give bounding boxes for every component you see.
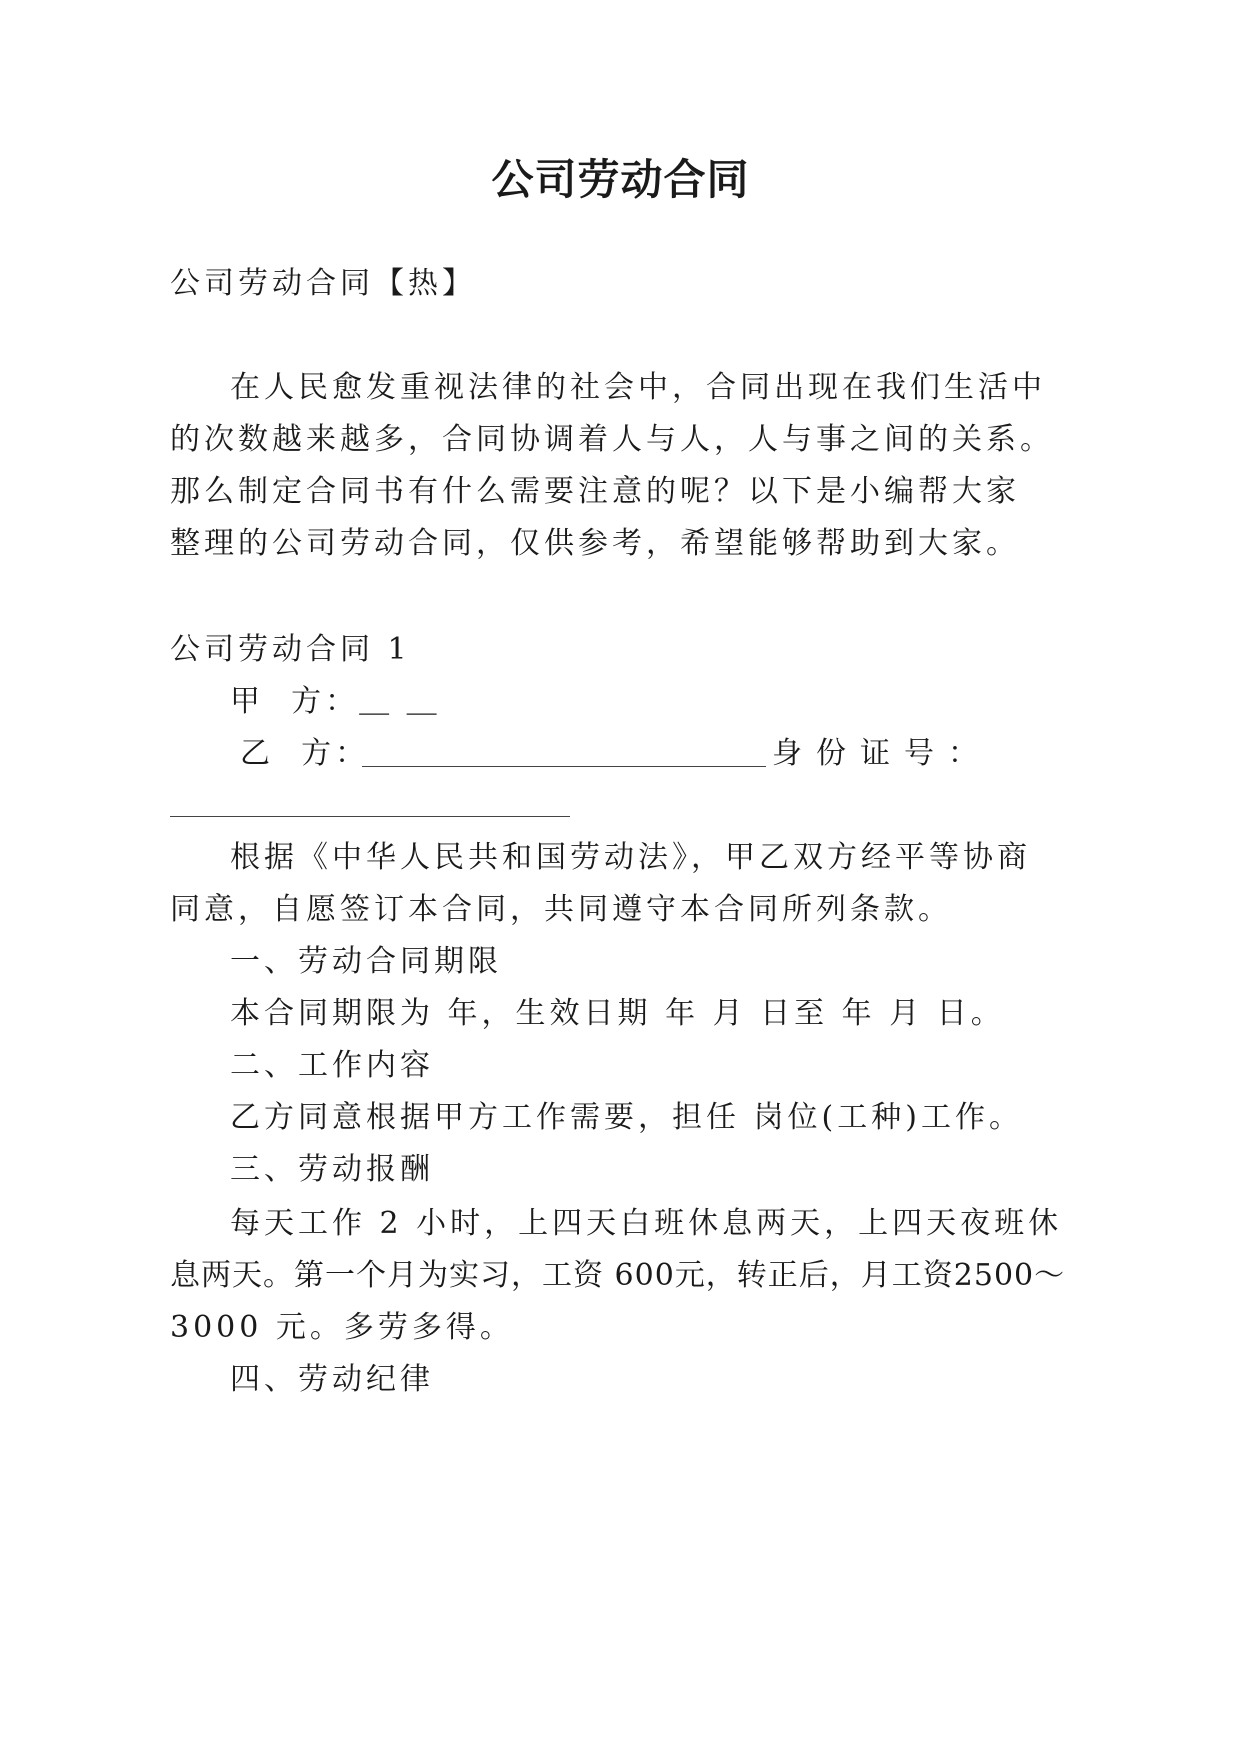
clause-2-heading: 二、工作内容 [230,1048,434,1083]
intro-line-2: 的次数越来越多，合同协调着人与人，人与事之间的关系。 [170,422,1054,457]
clause-3-text-line-1: 每天工作 2 小时，上四天白班休息两天，上四天夜班休 [230,1206,1063,1241]
basis-line-1: 根据《中华人民共和国劳动法》，甲乙双方经平等协商 [230,840,1031,875]
clause-3-text-line-3: 3000 元。多劳多得。 [170,1310,514,1345]
clause-1-text: 本合同期限为 年，生效日期 年 月 日至 年 月 日。 [230,996,1005,1031]
clause-3-text-line-2: 息两天。第一个月为实习，工资 600元，转正后，月工资2500～ [170,1258,1066,1293]
clause-4-heading: 四、劳动纪律 [230,1362,434,1397]
intro-line-4: 整理的公司劳动合同，仅供参考，希望能够帮助到大家。 [170,526,1020,561]
clause-1-heading: 一、劳动合同期限 [230,944,502,979]
id-number-label: 身份证号： [772,736,992,771]
document-subtitle: 公司劳动合同【热】 [170,266,476,301]
party-b-blank [362,766,766,767]
intro-line-3: 那么制定合同书有什么需要注意的呢？以下是小编帮大家 [170,474,1020,509]
basis-line-2: 同意，自愿签订本合同，共同遵守本合同所列条款。 [170,892,952,927]
clause-3-heading: 三、劳动报酬 [230,1152,434,1187]
document-title: 公司劳动合同 [491,155,750,204]
section-heading: 公司劳动合同 1 [170,632,411,667]
intro-line-1: 在人民愈发重视法律的社会中，合同出现在我们生活中 [230,370,1046,405]
party-b-label: 乙 方： [240,736,370,771]
id-number-blank [170,816,570,817]
clause-2-text: 乙方同意根据甲方工作需要，担任 岗位(工种)工作。 [230,1100,1023,1135]
party-a-label: 甲 方：＿ ＿ [230,684,441,719]
